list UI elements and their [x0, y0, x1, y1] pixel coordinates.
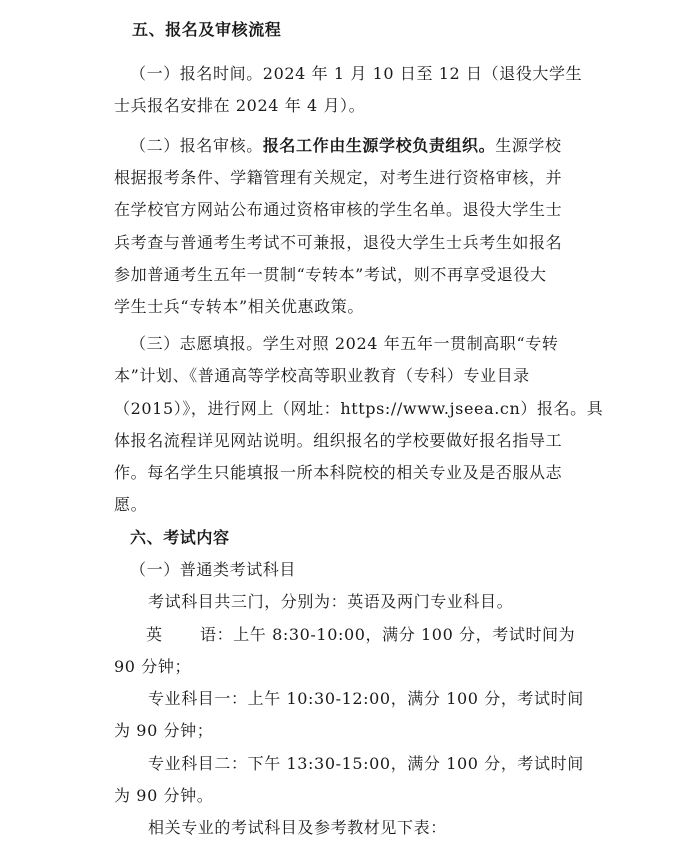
paragraph-line: 愿。 — [114, 495, 148, 514]
paragraph-line: （三）志愿填报。学生对照 2024 年五年一贯制高职“专转 — [130, 334, 559, 353]
english-schedule: 语：上午 8:30-10:00，满分 100 分，考试时间为 — [200, 625, 576, 644]
english-label-left: 英 — [146, 625, 163, 644]
paragraph-line: 学生士兵“专转本”相关优惠政策。 — [114, 297, 364, 316]
paragraph-line: 根据报考条件、学籍管理有关规定，对考生进行资格审核，并 — [114, 168, 563, 187]
paragraph-line-first — [130, 136, 562, 156]
paragraph-line: 兵考查与普通考生考试不可兼报，退役大学生士兵考生如报名 — [114, 233, 563, 252]
major1-schedule: 专业科目一：上午 10:30-12:00，满分 100 分，考试时间 — [148, 689, 584, 708]
paragraph-lead: （二）报名审核。 — [130, 136, 263, 155]
paragraph-line: 为 90 分钟； — [114, 721, 214, 740]
paragraph-line: 作。每名学生只能填报一所本科院校的相关专业及是否服从志 — [114, 463, 563, 482]
paragraph-line: 本”计划、《普通高等学校高等职业教育（专科）专业目录 — [114, 366, 530, 385]
paragraph-line: 在学校官方网站公布通过资格审核的学生名单。退役大学生士 — [114, 200, 563, 219]
major2-schedule: 专业科目二：下午 13:30-15:00，满分 100 分，考试时间 — [148, 754, 584, 773]
paragraph-line: 体报名流程详见网站说明。组织报名的学校要做好报名指导工 — [114, 431, 563, 450]
closing-line: 相关专业的考试科目及参考教材见下表： — [148, 818, 447, 837]
paragraph-line: 参加普通考生五年一贯制“专转本”考试，则不再享受退役大 — [114, 265, 547, 284]
paragraph-line: 考试科目共三门，分别为：英语及两门专业科目。 — [148, 592, 514, 611]
bold-phrase: 报名工作由生源学校负责组织。 — [262, 136, 496, 155]
paragraph-line: （2015）》，进行网上（网址：https://www.jseea.cn）报名。具 — [114, 399, 604, 418]
paragraph-line: 士兵报名安排在 2024 年 4 月）。 — [114, 96, 366, 115]
section-heading-registration: 五、报名及审核流程 — [132, 20, 282, 39]
subsection-heading: （一）普通类考试科目 — [130, 560, 297, 579]
paragraph-line: 为 90 分钟。 — [114, 786, 214, 805]
paragraph-text: 生源学校 — [495, 136, 562, 155]
section-heading-exam-content: 六、考试内容 — [130, 528, 230, 547]
paragraph-line: 90 分钟； — [114, 657, 192, 676]
paragraph-line: （一）报名时间。2024 年 1 月 10 日至 12 日（退役大学生 — [130, 64, 583, 83]
